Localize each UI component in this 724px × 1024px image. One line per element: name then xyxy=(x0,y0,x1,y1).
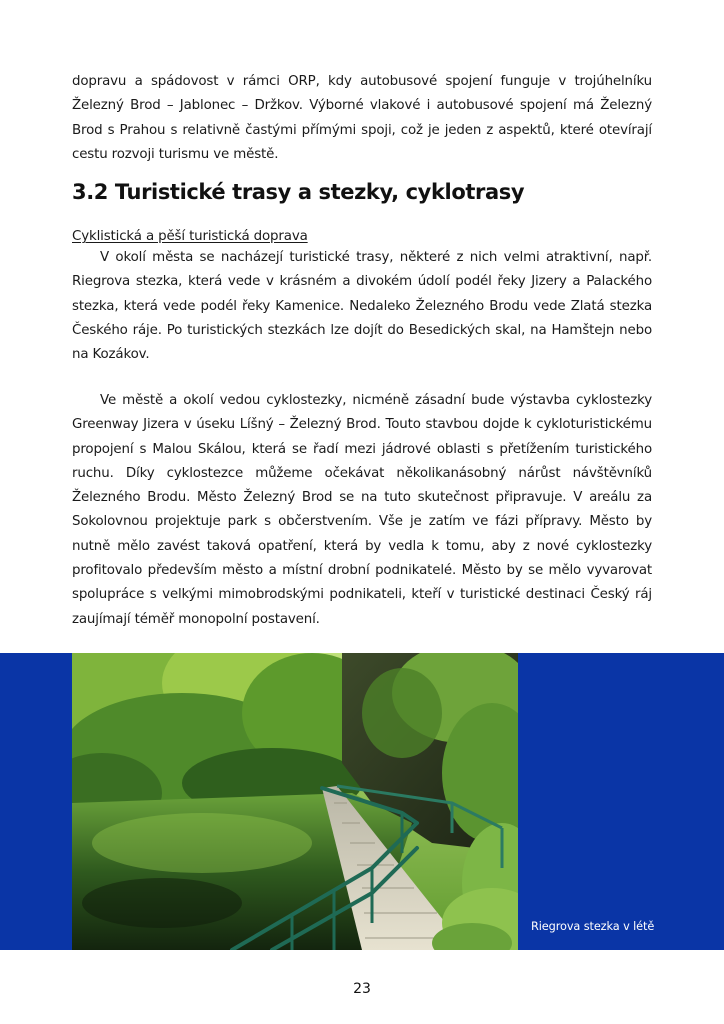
section-subheading: Cyklistická a pěší turistická doprava xyxy=(72,229,308,244)
photo-caption: Riegrova stezka v létě xyxy=(531,920,655,933)
page-number: 23 xyxy=(353,981,371,997)
riegrova-trail-photo xyxy=(72,653,518,950)
paragraph-continuation: dopravu a spádovost v rámci ORP, kdy autobusové spojení funguje v trojúhelníku Železný Brod – Jablonec – Držkov. Výborné vlakové i autobusové spojení má Železný Brod s Prahou s relativně častými přímými spoji, což je jeden z aspektů, které otevírají cestu rozvoji turismu ve městě. xyxy=(72,74,652,162)
section-heading: 3.2 Turistické trasy a stezky, cyklotrasy xyxy=(72,180,525,204)
paragraph-cycling: Ve městě a okolí vedou cyklostezky, nicméně zásadní bude výstavba cyklostezky Greenway Jizera v úseku Líšný – Železný Brod. Touto stavbou dojde k cykloturistickému propojení s Malou Skálou, která se řadí mezi jádrové oblasti s přetížením turistického ruchu. Díky cyklostezce můžeme očekávat několikanásobný nárůst návštěvníků Železného Brodu. Město Železný Brod se na tuto skutečnost připravuje. V areálu za Sokolovnou projektuje park s občerstvením. Vše je zatím ve fázi přípravy. Město by nutně mělo zavést taková opatření, která by vedla k tomu, aby z nové cyklostezky profitovalo především město a místní drobní podnikatelé. Město by se mělo vyvarovat spolupráce s velkými mimobrodskými podnikateli, kteří v turistické destinaci Český ráj zaujímají téměř monopolní postavení. xyxy=(72,393,652,627)
photo-illustration xyxy=(72,653,518,950)
paragraph-trails: V okolí města se nacházejí turistické trasy, některé z nich velmi atraktivní, např. Riegrova stezka, která vede v krásném a divokém údolí podél řeky Jizery a Palackého stezka, která vede podél řeky Kamenice. Nedaleko Železného Brodu vede Zlatá stezka Českého ráje. Po turistických stezkách lze dojít do Besedických skal, na Hamštejn nebo na Kozákov. xyxy=(72,250,652,363)
